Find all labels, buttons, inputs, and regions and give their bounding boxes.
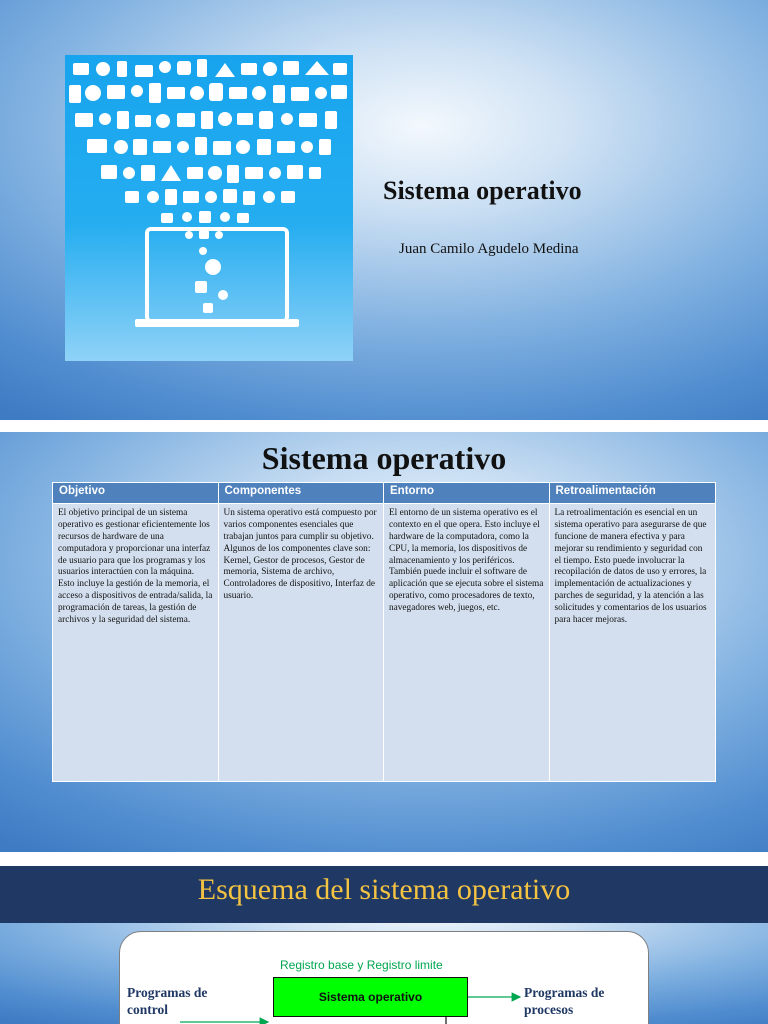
slide-title: Sistema operativo: [383, 176, 582, 205]
table-header-entorno: Entorno: [384, 483, 550, 503]
programas-de-control-label: Programas de control: [127, 985, 208, 1018]
table-header-componentes: Componentes: [219, 483, 385, 503]
slide-title: Esquema del sistema operativo: [197, 873, 571, 906]
table-header-objetivo: Objetivo: [53, 483, 219, 503]
table-header-retroalimentacion: Retroalimentación: [550, 483, 716, 503]
slide-title: Sistema operativo: [261, 440, 507, 476]
concept-table: [52, 482, 716, 782]
table-slide: [0, 432, 768, 852]
registro-label: Registro base y Registro limite: [280, 958, 443, 972]
title-slide: [0, 0, 768, 420]
author-name: Juan Camilo Agudelo Medina: [399, 241, 579, 257]
technology-illustration: [65, 55, 353, 361]
table-cell-componentes: Un sistema operativo está compuesto por varios componentes esenciales que trabajan juntos para cumplir su objetivo. Algunos de los componentes clave son: Kernel, Gestor de procesos, Gestor de memoria, Sistema de archivo, Controladores de dispositivo, Interfaz de usuario.: [219, 503, 385, 781]
programas-de-procesos-label: Programas de procesos: [524, 985, 605, 1018]
diagram-arrows: [0, 866, 768, 1024]
diagram-slide: [0, 866, 768, 1024]
table-cell-retroalimentacion: La retroalimentación es esencial en un sistema operativo para asegurarse de que funcione de manera efectiva y para mejorar su rendimiento y seguridad con el tiempo. Esto puede involucrar la recopilación de datos de uso y errores, la implementación de actualizaciones y parches de seguridad, y la atención a las solicitudes y comentarios de los usuarios para hacer mejoras.: [550, 503, 716, 781]
sistema-operativo-box: Sistema operativo: [273, 977, 468, 1017]
table-cell-objetivo: El objetivo principal de un sistema operativo es gestionar eficientemente los recursos de hardware de una computadora y proporcionar una interfaz de usuario para que los programas y los usuarios interactúen con la máquina. Esto incluye la gestión de la memoria, el acceso a dispositivos de entrada/salida, la programación de tareas, la gestión de archivos y la seguridad del sistema.: [53, 503, 219, 781]
icon-cloud-laptop-illustration: [65, 55, 353, 361]
table-cell-entorno: El entorno de un sistema operativo es el contexto en el que opera. Esto incluye el hardware de la computadora, como la CPU, la memoria, los dispositivos de almacenamiento y los periféricos. También puede incluir el software de aplicación que se ejecuta sobre el sistema operativo, como procesadores de texto, navegadores web, juegos, etc.: [384, 503, 550, 781]
